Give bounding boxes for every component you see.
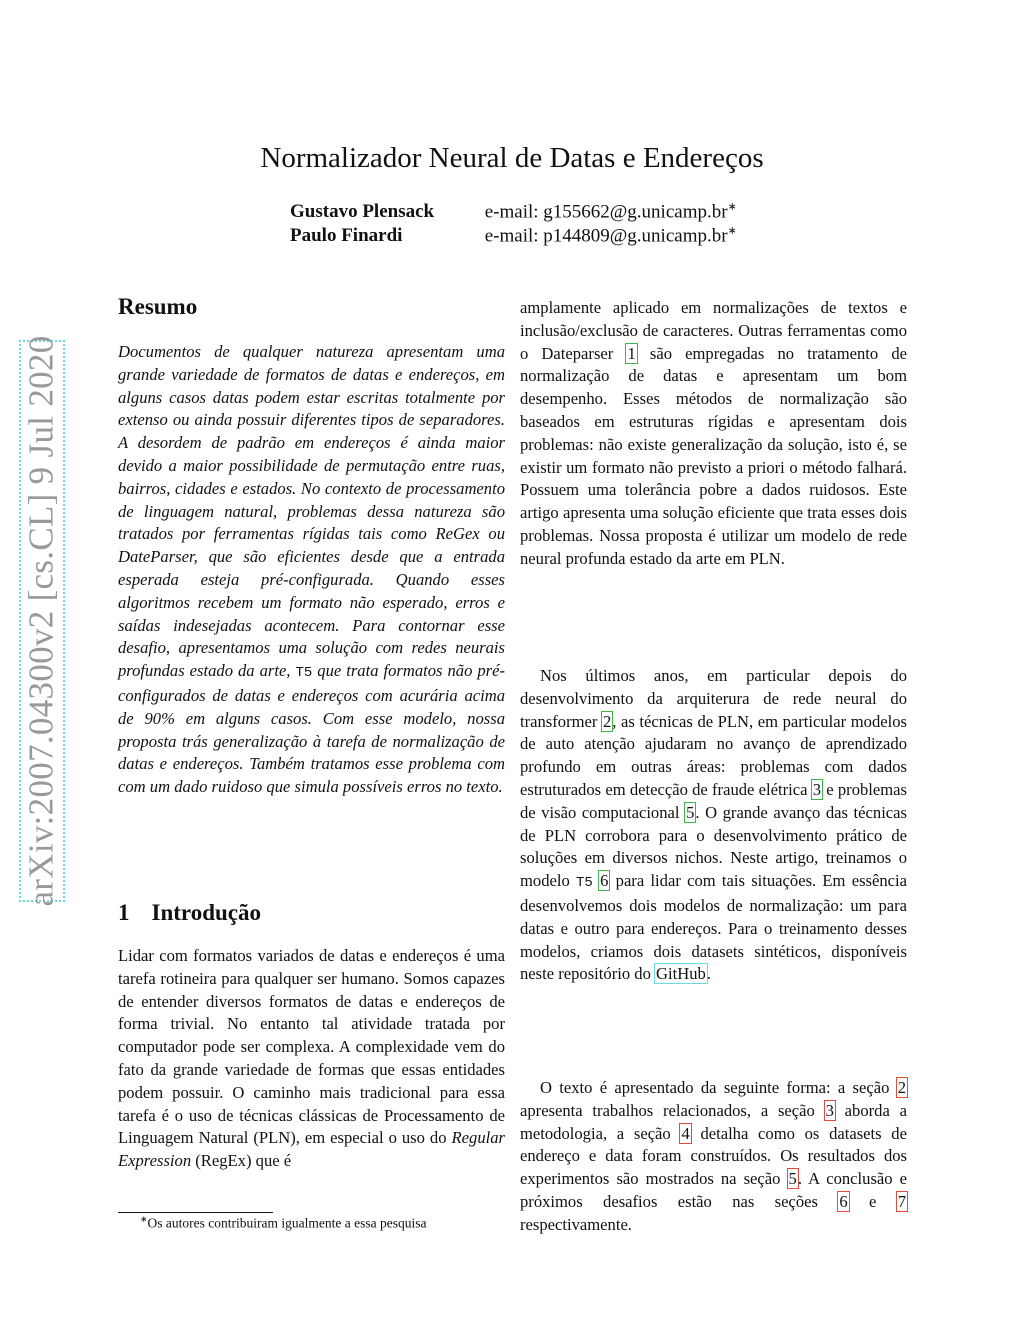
author-name: Paulo Finardi bbox=[290, 225, 403, 247]
paper-title: Normalizador Neural de Datas e Endereços bbox=[260, 142, 764, 174]
citation-link[interactable]: 2 bbox=[603, 711, 612, 731]
author-row-2 bbox=[290, 224, 737, 247]
intro-paragraph-2: Nos últimos anos, em particular depois do desenvolvimento da arquiterura de rede neural do transformer 2, as técnicas de PLN, em particular modelos de auto atenção ajudaram no avanço de aprendizado profundo em outras áreas: problemas com dados estruturados em detecção de fraude elétrica 3 e problemas de visão computacional 5. O grande avanço das técnicas de PLN corrobora para o desenvolvimento prático de soluções em diversos nichos. Neste artigo, treinamos o modelo T5 6 para lidar com tais situações. Em essência desenvolvemos dois modelos de normalização: um para datas e outro para endereços. Para o treinamento desses modelos, criamos dois datasets sintéticos, disponíveis neste repositório do GitHub. bbox=[520, 666, 907, 984]
citation-link[interactable]: 6 bbox=[600, 871, 609, 891]
t5-model-name: T5 bbox=[295, 665, 313, 682]
section-link[interactable]: 2 bbox=[897, 1078, 906, 1097]
arxiv-id-text: arXiv:2007.04300v2 [cs.CL] 9 Jul 2020 bbox=[22, 335, 61, 907]
author-row-1 bbox=[290, 200, 737, 223]
intro-heading: 1 Introdução bbox=[118, 900, 261, 925]
citation-link[interactable]: 1 bbox=[627, 343, 636, 363]
intro-paragraph-3: O texto é apresentado da seguinte forma: a seção 2 apresenta trabalhos relacionados, a seção 3 aborda a metodologia, a seção 4 detalha como os datasets de endereço e data foram construídos. Os resultados dos experimentos são mostrados na seção 5. A conclusão e próximos desafios estão nas seções 6 e 7 respectivamente. bbox=[520, 1078, 907, 1234]
author-email: e-mail: p144809@g.unicamp.br∗ bbox=[484, 225, 737, 247]
citation-link[interactable]: 3 bbox=[812, 779, 822, 799]
section-link[interactable]: 5 bbox=[788, 1169, 797, 1189]
section-link[interactable]: 6 bbox=[839, 1191, 848, 1211]
intro-paragraph-1-continued: amplamente aplicado em normalizações de textos e inclusão/exclusão de caracteres. Outras ferramentas como o Dateparser 1 são empregadas no tratamento de normalização de datas e apresentam um bom desempenho. Esses métodos de normalização são baseados em estruturas rígidas e apresentam dois problemas: não existe generalização da solução, isto é, se existir um formato não previsto a priori o método falhará. Possuem uma tolerância pobre a dados ruidosos. Este artigo apresenta uma solução eficiente que trata esses dois problemas. Nossa proposta é utilizar um modelo de rede neural profunda estado da arte em PLN. bbox=[520, 298, 907, 568]
arxiv-identifier-stamp[interactable] bbox=[19, 335, 65, 907]
author-email: e-mail: g155662@g.unicamp.br∗ bbox=[484, 201, 737, 223]
section-link[interactable]: 4 bbox=[681, 1123, 690, 1143]
section-link[interactable]: 7 bbox=[897, 1191, 907, 1211]
footnote-divider bbox=[118, 1212, 273, 1213]
section-link[interactable]: 3 bbox=[825, 1100, 834, 1120]
abstract-heading: Resumo bbox=[118, 294, 198, 319]
abstract-body: Documentos de qualquer natureza apresentam uma grande variedade de formatos de datas e endereços, em alguns casos datas podem estar escritas totalmente por extenso ou ainda possuir diferentes tipos de separadores. A desordem de padrão em endereços é ainda maior devido a maior possibilidade de permutação entre ruas, bairros, cidades e estados. No contexto de processamento de linguagem natural, problemas dessa natureza são tratados por ferramentas rígidas tais como ReGex ou DateParser, que são eficientes desde que a entrada esperada esteja pré-configurada. Quando esses algoritmos recebem um formato não esperado, erros e saídas indesejadas acontecem. Para contornar esse desafio, apresentamos uma solução com redes neurais profundas estado da arte, T5 que trata formatos não pré-configurados de datas e endereços com acurária acima de 90% em alguns casos. Com esse modelo, nossa proposta trás generalização à tarefa de normalização de datas e endereços. Também tratamos esse problema com com um dado ruidoso que simula possíveis erros no texto. bbox=[118, 342, 505, 797]
citation-link[interactable]: 5 bbox=[686, 802, 695, 822]
author-name: Gustavo Plensack bbox=[290, 201, 435, 223]
github-link[interactable]: GitHub bbox=[656, 964, 706, 984]
intro-paragraph-1: Lidar com formatos variados de datas e endereços é uma tarefa rotineira para qualquer ser humano. Somos capazes de entender diversos formatos de datas e endereços de forma trivial. No entanto tal atividade tratada por computador pode ser complexa. A complexidade vem do fato da grande variedade de formas que essas entidades podem possuir. O caminho mais tradicional para essa tarefa é o uso de técnicas clássicas de Processamento de Linguagem Natural (PLN), em especial o uso do Regular Expression (RegEx) que é bbox=[118, 946, 505, 1171]
t5-model-name: T5 bbox=[576, 875, 593, 892]
footnote: ∗Os autores contribuiram igualmente a essa pesquisa bbox=[140, 1214, 427, 1231]
